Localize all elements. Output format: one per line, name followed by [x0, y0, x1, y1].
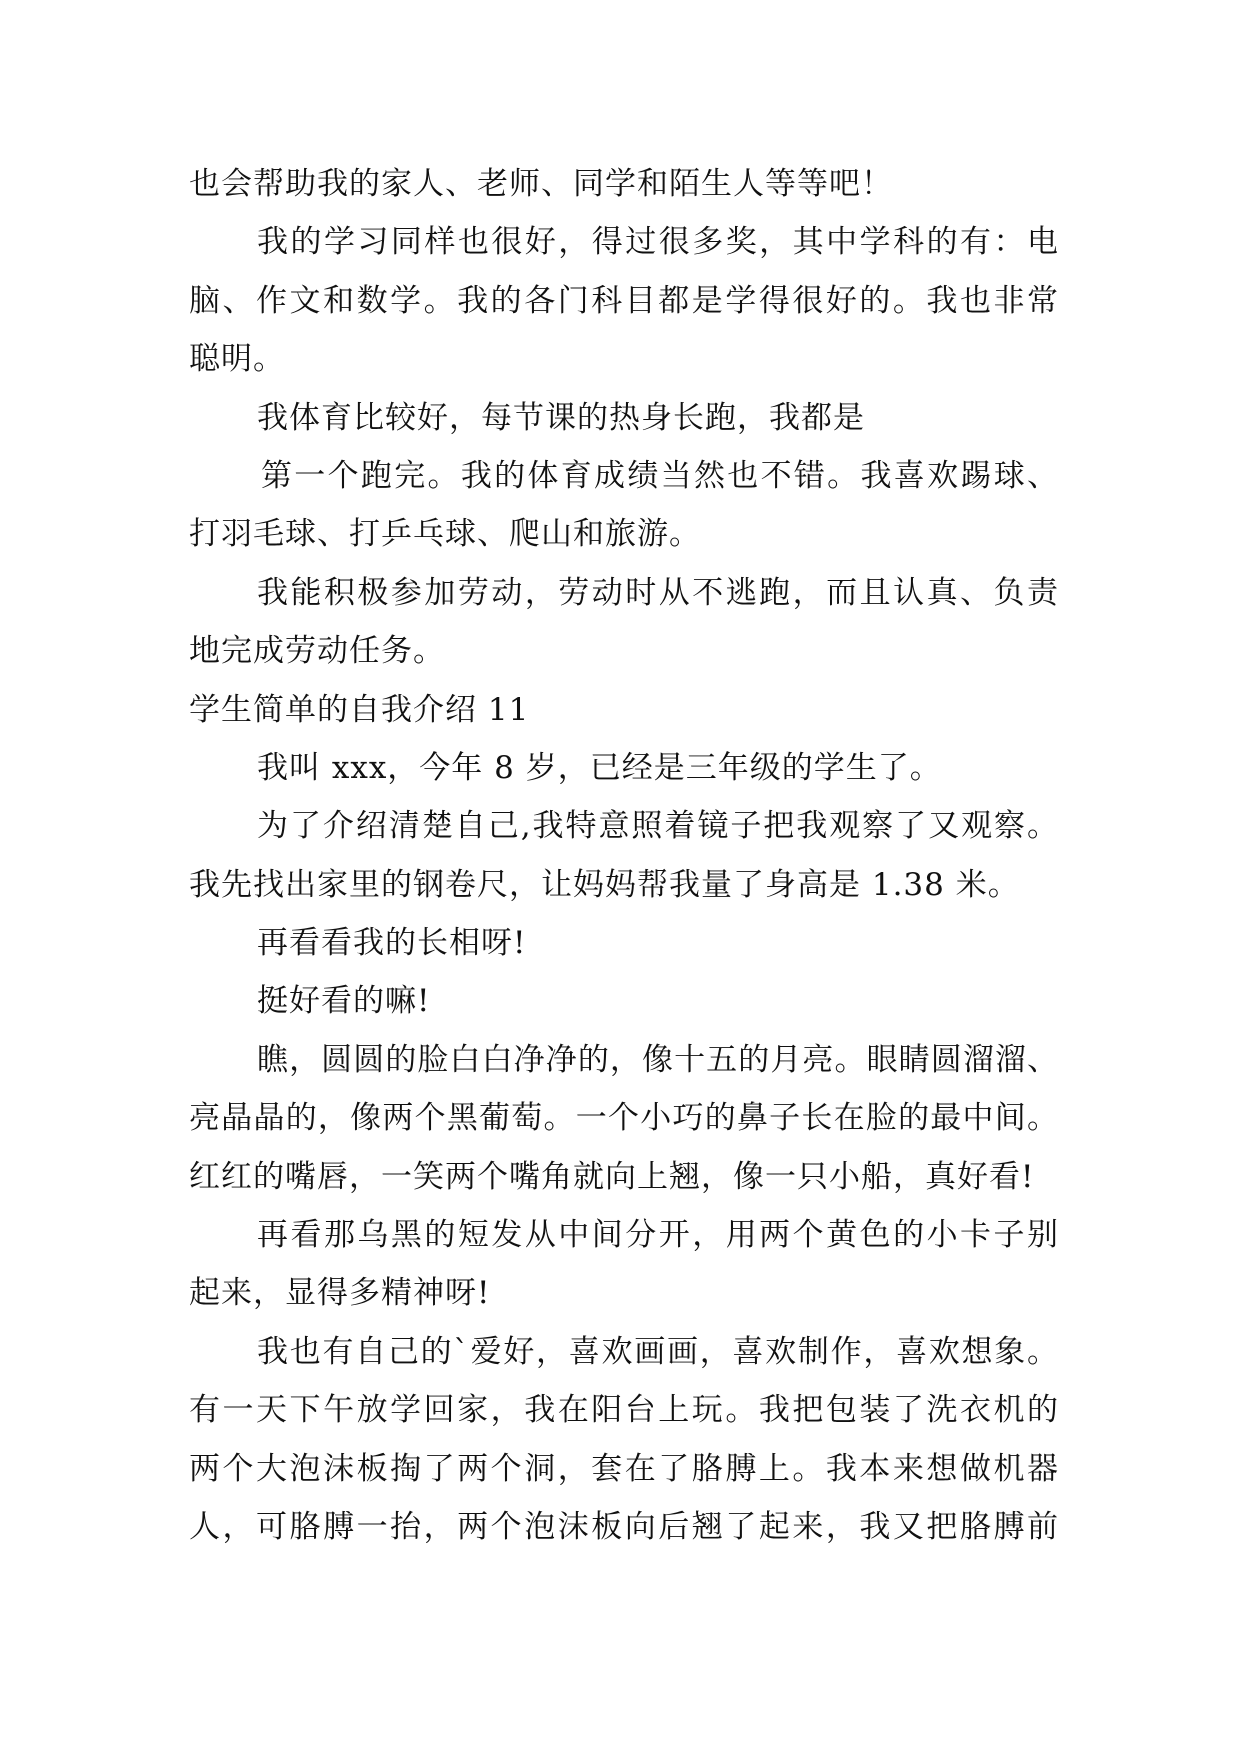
text-line: 人，可胳膊一抬，两个泡沫板向后翘了起来，我又把胳膊前 [189, 1508, 1059, 1545]
text-line: 聪明。 [189, 341, 285, 378]
paragraph-start-line: 为了介绍清楚自己,我特意照着镜子把我观察了又观察。 [257, 808, 1059, 845]
text-line: 脑、作文和数学。我的各门科目都是学得很好的。我也非常 [189, 282, 1059, 319]
text-line: 有一天下午放学回家，我在阳台上玩。我把包装了洗衣机的 [189, 1392, 1059, 1429]
text-line: 打羽毛球、打乒乓球、爬山和旅游。 [189, 516, 701, 553]
text-line: 红红的嘴唇，一笑两个嘴角就向上翘，像一只小船，真好看! [189, 1158, 1035, 1195]
paragraph-start-line: 再看那乌黑的短发从中间分开，用两个黄色的小卡子别 [257, 1217, 1059, 1254]
text-line: 两个大泡沫板掏了两个洞，套在了胳膊上。我本来想做机器 [189, 1450, 1059, 1487]
text-line: 亮晶晶的，像两个黑葡萄。一个小巧的鼻子长在脸的最中间。 [189, 1100, 1059, 1137]
document-body [189, 155, 1059, 1556]
paragraph-start-line: 第一个跑完。我的体育成绩当然也不错。我喜欢踢球、 [261, 457, 1059, 494]
paragraph-start-line: 我能积极参加劳动，劳动时从不逃跑，而且认真、负责 [257, 574, 1059, 611]
paragraph-start-line: 瞧，圆圆的脸白白净净的，像十五的月亮。眼睛圆溜溜、 [257, 1041, 1059, 1078]
text-line: 我先找出家里的钢卷尺，让妈妈帮我量了身高是 1.38 米。 [189, 866, 1020, 903]
text-line: 也会帮助我的家人、老师、同学和陌生人等等吧！ [189, 166, 893, 202]
paragraph-start-line: 再看看我的长相呀! [257, 925, 527, 962]
section-heading: 学生简单的自我介绍 11 [189, 691, 530, 728]
paragraph-start-line: 我体育比较好，每节课的热身长跑，我都是 [257, 399, 865, 436]
text-line: 起来，显得多精神呀! [189, 1275, 491, 1312]
text-line: 地完成劳动任务。 [189, 633, 445, 670]
paragraph-start-line: 挺好看的嘛! [257, 983, 431, 1020]
paragraph-start-line: 我叫 xxx，今年 8 岁，已经是三年级的学生了。 [257, 749, 942, 786]
paragraph-start-line: 我的学习同样也很好，得过很多奖，其中学科的有：电 [257, 224, 1059, 261]
paragraph-start-line: 我也有自己的`爱好，喜欢画画，喜欢制作，喜欢想象。 [257, 1333, 1059, 1370]
